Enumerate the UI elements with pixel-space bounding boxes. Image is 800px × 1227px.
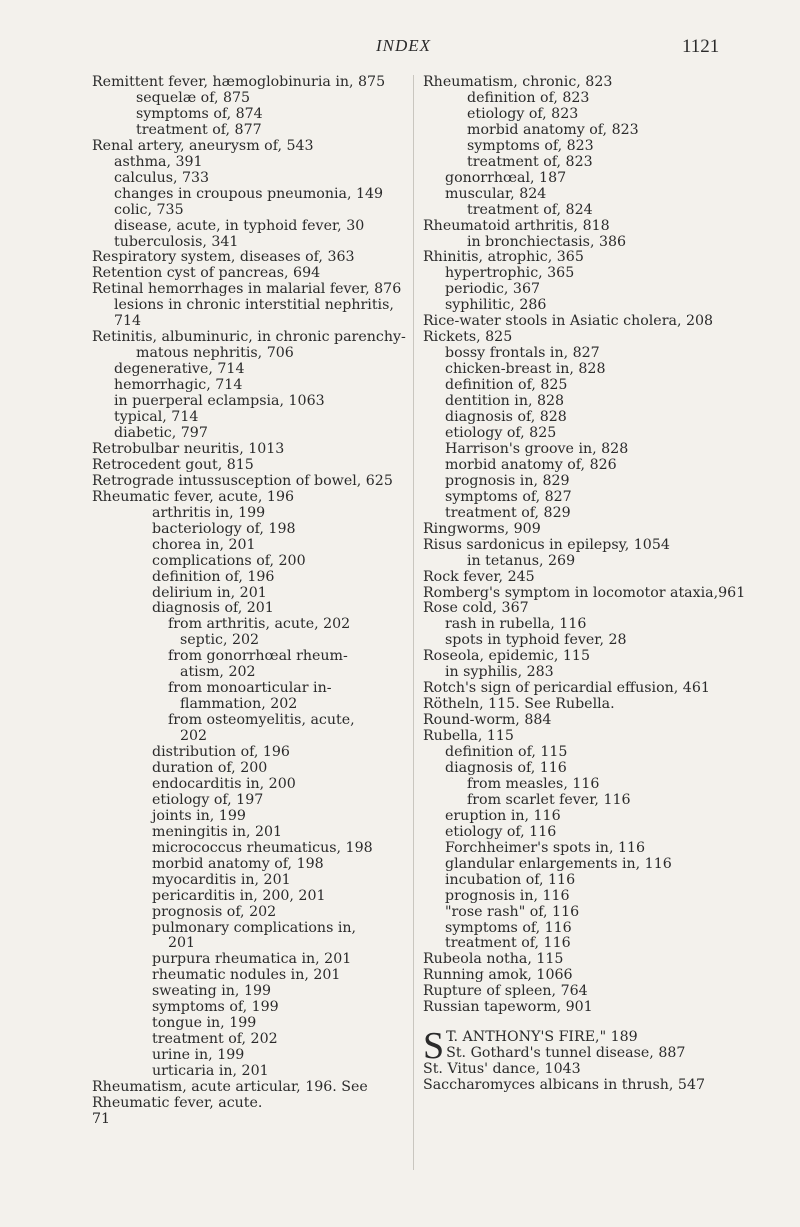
index-entry: atism, 202 — [180, 664, 256, 681]
index-entry: prognosis of, 202 — [152, 903, 277, 920]
index-entry: etiology of, 116 — [445, 823, 557, 840]
index-entry: asthma, 391 — [114, 153, 203, 170]
section-s — [423, 1025, 773, 1094]
index-entry: glandular enlargements in, 116 — [445, 855, 672, 872]
index-entry: sweating in, 199 — [152, 983, 272, 1000]
index-entry: in puerperal eclampsia, 1063 — [114, 393, 325, 410]
index-entry: distribution of, 196 — [152, 744, 290, 761]
index-entry: Remittent fever, hæmoglobinuria in, 875 — [92, 74, 386, 90]
index-entry: rash in rubella, 116 — [445, 616, 587, 633]
index-entry: Russian tapeworm, 901 — [423, 999, 593, 1016]
index-entry: treatment of, 116 — [445, 935, 571, 952]
index-entry: duration of, 200 — [152, 759, 268, 776]
index-entry: treatment of, 823 — [467, 153, 593, 170]
index-entry: 714 — [114, 313, 142, 330]
index-entry: bacteriology of, 198 — [152, 520, 296, 537]
index-entry: joints in, 199 — [152, 807, 246, 824]
index-entry: 201 — [168, 935, 196, 952]
index-entry: spots in typhoid fever, 28 — [445, 632, 627, 649]
index-column-right — [423, 75, 773, 1094]
index-entry: Retrobulbar neuritis, 1013 — [92, 440, 285, 457]
index-entry: treatment of, 824 — [467, 201, 593, 218]
index-entry: from gonorrhœal rheum- — [168, 648, 348, 665]
index-entry: dentition in, 828 — [445, 393, 565, 410]
index-entry: Rheumatism, acute articular, 196. See — [92, 1079, 368, 1096]
index-entry: etiology of, 197 — [152, 791, 264, 808]
index-entry: "rose rash" of, 116 — [445, 903, 580, 920]
index-entry: in tetanus, 269 — [467, 552, 576, 569]
index-entry: arthritis in, 199 — [152, 504, 266, 521]
index-entry: from arthritis, acute, 202 — [168, 616, 351, 633]
dropcap-letter: S — [423, 1025, 445, 1068]
page-number: 1121 — [682, 36, 720, 57]
index-entry: diabetic, 797 — [114, 424, 208, 441]
index-entry: incubation of, 116 — [445, 871, 576, 888]
index-entry: Retrocedent gout, 815 — [92, 456, 254, 473]
index-entry: from monoarticular in- — [168, 680, 332, 697]
index-entry: from scarlet fever, 116 — [467, 791, 631, 808]
page-header — [0, 36, 800, 60]
index-entry: Rheumatism, chronic, 823 — [423, 74, 613, 90]
index-entry: Rupture of spleen, 764 — [423, 983, 588, 1000]
index-entry: prognosis in, 116 — [445, 887, 570, 904]
index-entry: Rotch's sign of pericardial effusion, 461 — [423, 680, 710, 697]
index-entry: flammation, 202 — [180, 696, 298, 713]
index-entry: definition of, 823 — [467, 89, 590, 106]
index-entry: Rubeola notha, 115 — [423, 951, 564, 968]
index-entry: calculus, 733 — [114, 169, 210, 186]
index-entry: diagnosis of, 828 — [445, 409, 567, 426]
index-entry: hemorrhagic, 714 — [114, 377, 243, 394]
index-entry: prognosis in, 829 — [445, 472, 570, 489]
index-entry: Running amok, 1066 — [423, 967, 573, 984]
index-column-left — [92, 74, 406, 1128]
index-entry: Rice-water stools in Asiatic cholera, 208 — [423, 313, 714, 330]
index-entry: chorea in, 201 — [152, 536, 256, 553]
index-entry: T. ANTHONY'S FIRE," 189 — [446, 1029, 638, 1046]
index-entry: morbid anatomy of, 823 — [467, 121, 639, 138]
index-entry: Rock fever, 245 — [423, 568, 535, 585]
index-entry: definition of, 115 — [445, 744, 568, 761]
index-entry: definition of, 196 — [152, 568, 275, 585]
index-entry: lesions in chronic interstitial nephritis, — [114, 297, 394, 314]
index-entry: Respiratory system, diseases of, 363 — [92, 249, 355, 266]
index-entry: in syphilis, 283 — [445, 664, 554, 681]
index-entry: periodic, 367 — [445, 281, 541, 298]
index-entry: Roseola, epidemic, 115 — [423, 648, 590, 665]
index-entry: bossy frontals in, 827 — [445, 345, 600, 362]
index-entry: treatment of, 829 — [445, 504, 571, 521]
index-entry: Rötheln, 115. See Rubella. — [423, 696, 615, 713]
index-entry: chicken-breast in, 828 — [445, 361, 606, 378]
index-entry: symptoms of, 199 — [152, 999, 279, 1016]
index-entry: symptoms of, 874 — [136, 105, 263, 122]
index-entry: Saccharomyces albicans in thrush, 547 — [423, 1077, 705, 1094]
index-entry: gonorrhœal, 187 — [445, 169, 567, 186]
index-entry: eruption in, 116 — [445, 807, 561, 824]
index-entry: complications of, 200 — [152, 552, 306, 569]
index-entry: myocarditis in, 201 — [152, 871, 291, 888]
index-entry: diagnosis of, 201 — [152, 600, 274, 617]
index-entry: definition of, 825 — [445, 377, 568, 394]
index-entry: Rheumatoid arthritis, 818 — [423, 217, 610, 234]
index-entry: matous nephritis, 706 — [136, 345, 294, 362]
index-entry: typical, 714 — [114, 409, 199, 426]
index-entry: 202 — [180, 728, 208, 745]
index-entry: sequelæ of, 875 — [136, 89, 251, 106]
index-entry: Retention cyst of pancreas, 694 — [92, 265, 321, 282]
index-entry: Renal artery, aneurysm of, 543 — [92, 137, 314, 154]
index-entry: Ringworms, 909 — [423, 520, 541, 537]
right-entries — [423, 75, 773, 1016]
index-entry: Retrograde intussusception of bowel, 625 — [92, 472, 393, 489]
index-entry: from osteomyelitis, acute, — [168, 712, 355, 729]
index-entry: St. Gothard's tunnel disease, 887 — [446, 1045, 686, 1062]
index-entry: septic, 202 — [180, 632, 260, 649]
index-entry: morbid anatomy of, 198 — [152, 855, 324, 872]
index-entry: Rubella, 115 — [423, 728, 514, 745]
index-entry: treatment of, 202 — [152, 1031, 278, 1048]
index-entry: syphilitic, 286 — [445, 297, 547, 314]
index-entry: Round-worm, 884 — [423, 712, 552, 729]
index-entry: disease, acute, in typhoid fever, 30 — [114, 217, 365, 234]
index-entry: Rickets, 825 — [423, 329, 513, 346]
index-entry: St. Vitus' dance, 1043 — [423, 1061, 581, 1078]
index-entry: urticaria in, 201 — [152, 1063, 269, 1080]
index-entry: 71 — [92, 1110, 111, 1127]
column-divider — [413, 75, 414, 1170]
running-title: INDEX — [376, 36, 432, 55]
index-entry: morbid anatomy of, 826 — [445, 456, 617, 473]
index-entry: etiology of, 825 — [445, 424, 557, 441]
index-entry: endocarditis in, 200 — [152, 775, 296, 792]
index-entry: tuberculosis, 341 — [114, 233, 239, 250]
index-entry: treatment of, 877 — [136, 121, 262, 138]
index-entry: Rose cold, 367 — [423, 600, 529, 617]
index-entry: from measles, 116 — [467, 775, 600, 792]
index-entry: colic, 735 — [114, 201, 184, 218]
index-entry: purpura rheumatica in, 201 — [152, 951, 352, 968]
index-entry: Rheumatic fever, acute. — [92, 1095, 263, 1111]
index-entry: Rhinitis, atrophic, 365 — [423, 249, 584, 266]
index-entry: hypertrophic, 365 — [445, 265, 575, 282]
index-entry: symptoms of, 823 — [467, 137, 594, 154]
index-entry: in bronchiectasis, 386 — [467, 233, 627, 250]
index-entry: changes in croupous pneumonia, 149 — [114, 185, 384, 202]
index-entry: urine in, 199 — [152, 1047, 245, 1064]
index-entry: degenerative, 714 — [114, 361, 245, 378]
index-entry: diagnosis of, 116 — [445, 759, 567, 776]
index-entry: Romberg's symptom in locomotor ataxia,961 — [423, 584, 746, 601]
index-entry: Harrison's groove in, 828 — [445, 440, 629, 457]
index-entry: Retinal hemorrhages in malarial fever, 876 — [92, 281, 402, 298]
index-entry: etiology of, 823 — [467, 105, 579, 122]
index-entry: rheumatic nodules in, 201 — [152, 967, 341, 984]
index-entry: Rheumatic fever, acute, 196 — [92, 488, 294, 505]
index-entry: Retinitis, albuminuric, in chronic parenchy- — [92, 329, 406, 346]
index-entry: pericarditis in, 200, 201 — [152, 887, 326, 904]
index-entry: tongue in, 199 — [152, 1015, 257, 1032]
index-entry: delirium in, 201 — [152, 584, 267, 601]
index-entry: symptoms of, 116 — [445, 919, 572, 936]
index-entry: meningitis in, 201 — [152, 823, 283, 840]
index-entry: Forchheimer's spots in, 116 — [445, 839, 646, 856]
index-entry: muscular, 824 — [445, 185, 547, 202]
index-entry: micrococcus rheumaticus, 198 — [152, 839, 373, 856]
index-entry: Risus sardonicus in epilepsy, 1054 — [423, 536, 670, 553]
index-entry: symptoms of, 827 — [445, 488, 572, 505]
index-entry: pulmonary complications in, — [152, 919, 357, 936]
